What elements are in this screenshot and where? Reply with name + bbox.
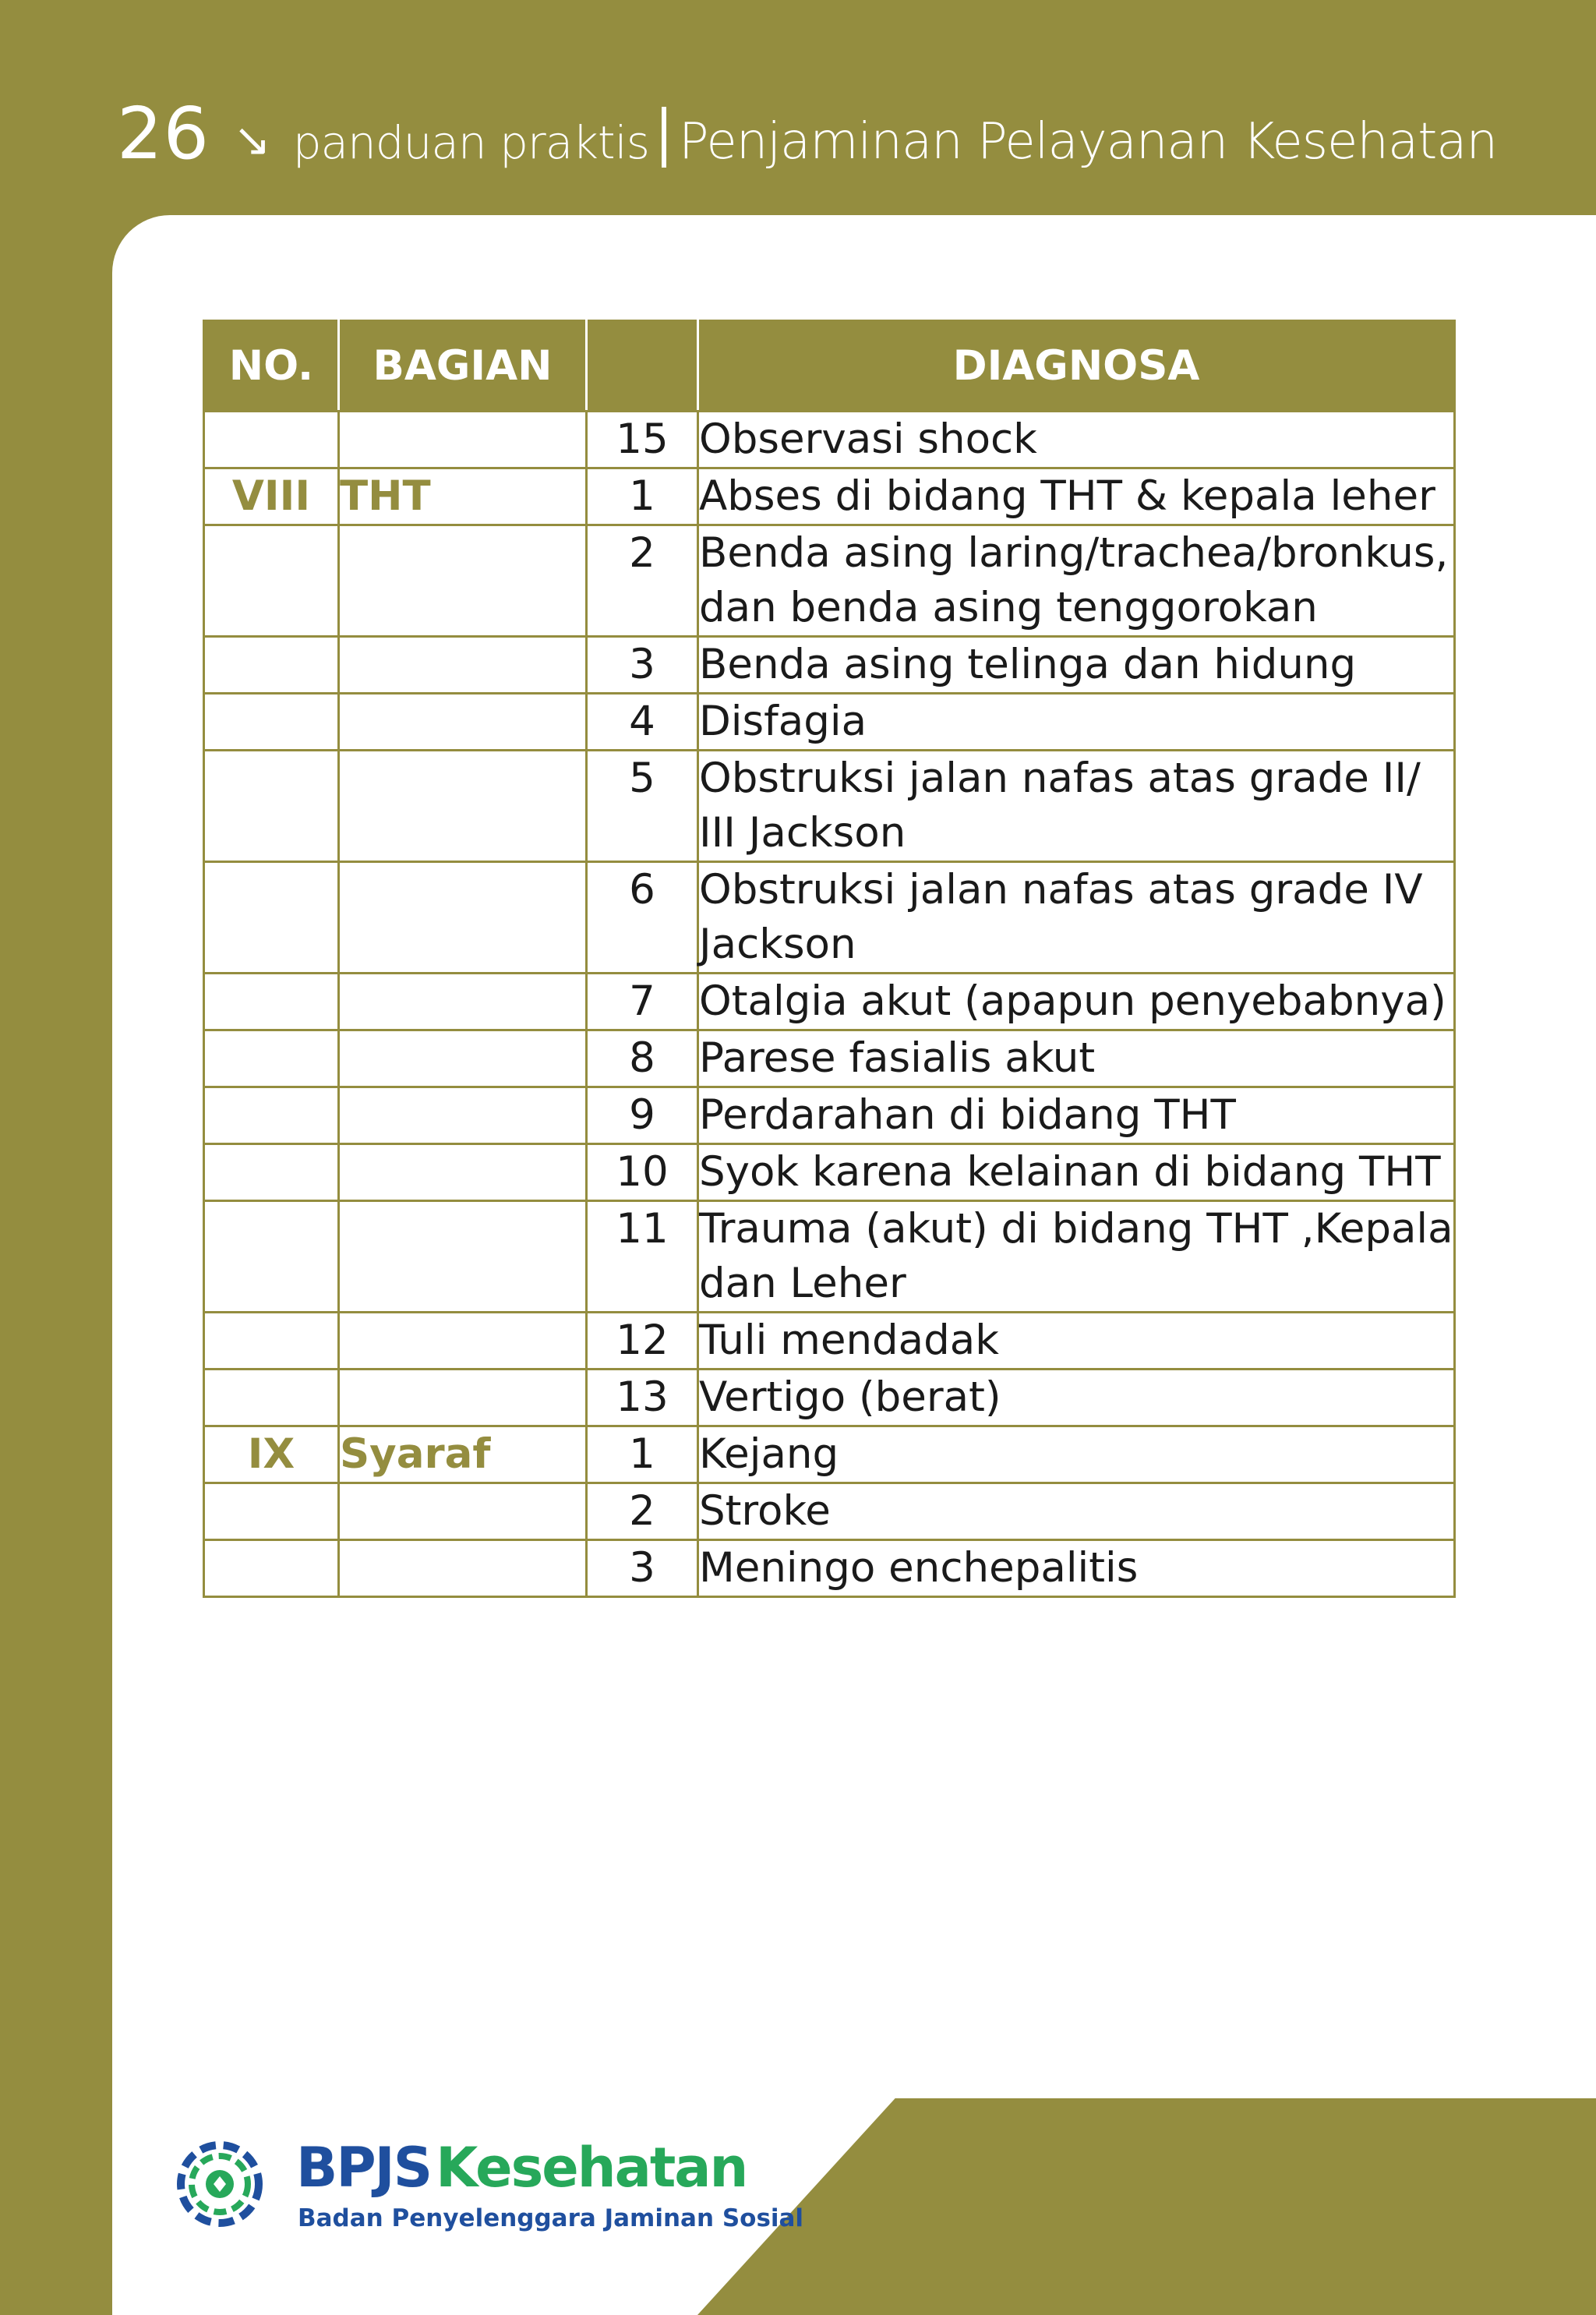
cell-bagian xyxy=(339,1201,587,1313)
table-row xyxy=(204,1087,1455,1144)
table-row xyxy=(204,468,1455,525)
cell-no xyxy=(204,1313,339,1370)
brand-bpjs: BPJS xyxy=(296,2136,432,2200)
cell-bagian xyxy=(339,974,587,1030)
cell-number: 4 xyxy=(587,694,698,751)
cell-diagnosa: Parese fasialis akut xyxy=(698,1030,1455,1087)
cell-diagnosa: Kejang xyxy=(698,1426,1455,1483)
cell-bagian xyxy=(339,1540,587,1597)
table-row xyxy=(204,1370,1455,1426)
column-header-no: NO. xyxy=(204,321,339,412)
cell-bagian xyxy=(339,694,587,751)
header-subtitle: panduan praktis xyxy=(292,116,649,169)
table-row xyxy=(204,1483,1455,1540)
cell-diagnosa: Trauma (akut) di bidang THT ,Kepala dan Leher xyxy=(698,1201,1455,1313)
cell-diagnosa: Benda asing laring/trachea/bronkus, dan benda asing tenggorokan xyxy=(698,525,1455,637)
cell-number: 7 xyxy=(587,974,698,1030)
cell-bagian xyxy=(339,1313,587,1370)
cell-diagnosa: Benda asing telinga dan hidung xyxy=(698,637,1455,694)
cell-diagnosa: Syok karena kelainan di bidang THT xyxy=(698,1144,1455,1201)
cell-no xyxy=(204,412,339,468)
cell-diagnosa: Stroke xyxy=(698,1483,1455,1540)
column-header-number xyxy=(587,321,698,412)
bpjs-emblem-icon xyxy=(176,2140,263,2228)
cell-number: 2 xyxy=(587,1483,698,1540)
cell-number: 10 xyxy=(587,1144,698,1201)
table-row xyxy=(204,694,1455,751)
cell-number: 12 xyxy=(587,1313,698,1370)
cell-number: 9 xyxy=(587,1087,698,1144)
table-row xyxy=(204,1313,1455,1370)
cell-number: 11 xyxy=(587,1201,698,1313)
cell-bagian xyxy=(339,1087,587,1144)
cell-bagian xyxy=(339,1370,587,1426)
cell-no xyxy=(204,1483,339,1540)
cell-no xyxy=(204,862,339,974)
cell-no: VIII xyxy=(204,468,339,525)
cell-no xyxy=(204,637,339,694)
column-header-diagnosa: DIAGNOSA xyxy=(698,321,1455,412)
cell-no xyxy=(204,525,339,637)
brand-tagline: Badan Penyelenggara Jaminan Sosial xyxy=(298,2204,804,2232)
table-body xyxy=(204,412,1455,1597)
cell-diagnosa: Tuli mendadak xyxy=(698,1313,1455,1370)
table-row xyxy=(204,751,1455,862)
cell-number: 5 xyxy=(587,751,698,862)
table-row xyxy=(204,862,1455,974)
cell-bagian xyxy=(339,637,587,694)
brand-kesehatan: Kesehatan xyxy=(436,2136,747,2200)
header-separator xyxy=(662,107,666,168)
cell-bagian xyxy=(339,412,587,468)
cell-diagnosa: Observasi shock xyxy=(698,412,1455,468)
cell-number: 6 xyxy=(587,862,698,974)
table-row xyxy=(204,525,1455,637)
cell-no xyxy=(204,974,339,1030)
cell-diagnosa: Abses di bidang THT & kepala leher xyxy=(698,468,1455,525)
column-header-bagian: BAGIAN xyxy=(339,321,587,412)
table-row xyxy=(204,1030,1455,1087)
cell-no xyxy=(204,751,339,862)
table-row xyxy=(204,637,1455,694)
table-row xyxy=(204,1144,1455,1201)
cell-bagian xyxy=(339,525,587,637)
cell-number: 15 xyxy=(587,412,698,468)
cell-number: 13 xyxy=(587,1370,698,1426)
cell-bagian xyxy=(339,1030,587,1087)
cell-diagnosa: Obstruksi jalan nafas atas grade IV Jackson xyxy=(698,862,1455,974)
cell-bagian: THT xyxy=(339,468,587,525)
arrow-down-right-icon: ↘ xyxy=(233,113,271,166)
cell-bagian xyxy=(339,1144,587,1201)
page-number: 26 xyxy=(117,92,210,175)
cell-diagnosa: Meningo enchepalitis xyxy=(698,1540,1455,1597)
cell-no xyxy=(204,1087,339,1144)
table-row xyxy=(204,1426,1455,1483)
cell-bagian: Syaraf xyxy=(339,1426,587,1483)
cell-diagnosa: Obstruksi jalan nafas atas grade II/ III Jackson xyxy=(698,751,1455,862)
cell-bagian xyxy=(339,862,587,974)
table-header-row xyxy=(204,321,1455,412)
cell-no xyxy=(204,1144,339,1201)
cell-number: 3 xyxy=(587,637,698,694)
cell-no xyxy=(204,1201,339,1313)
table-row xyxy=(204,974,1455,1030)
cell-no xyxy=(204,1030,339,1087)
cell-no xyxy=(204,694,339,751)
page-header xyxy=(117,92,1497,186)
cell-bagian xyxy=(339,751,587,862)
cell-number: 1 xyxy=(587,468,698,525)
cell-no: IX xyxy=(204,1426,339,1483)
cell-diagnosa: Otalgia akut (apapun penyebabnya) xyxy=(698,974,1455,1030)
cell-number: 3 xyxy=(587,1540,698,1597)
cell-number: 1 xyxy=(587,1426,698,1483)
cell-no xyxy=(204,1540,339,1597)
cell-number: 2 xyxy=(587,525,698,637)
cell-diagnosa: Disfagia xyxy=(698,694,1455,751)
cell-diagnosa: Vertigo (berat) xyxy=(698,1370,1455,1426)
header-title: Penjaminan Pelayanan Kesehatan xyxy=(679,113,1498,171)
cell-diagnosa: Perdarahan di bidang THT xyxy=(698,1087,1455,1144)
cell-no xyxy=(204,1370,339,1426)
diagnosis-table xyxy=(203,320,1456,1598)
brand-name xyxy=(296,2136,747,2200)
table-row xyxy=(204,412,1455,468)
cell-number: 8 xyxy=(587,1030,698,1087)
table-row xyxy=(204,1540,1455,1597)
cell-bagian xyxy=(339,1483,587,1540)
table-row xyxy=(204,1201,1455,1313)
